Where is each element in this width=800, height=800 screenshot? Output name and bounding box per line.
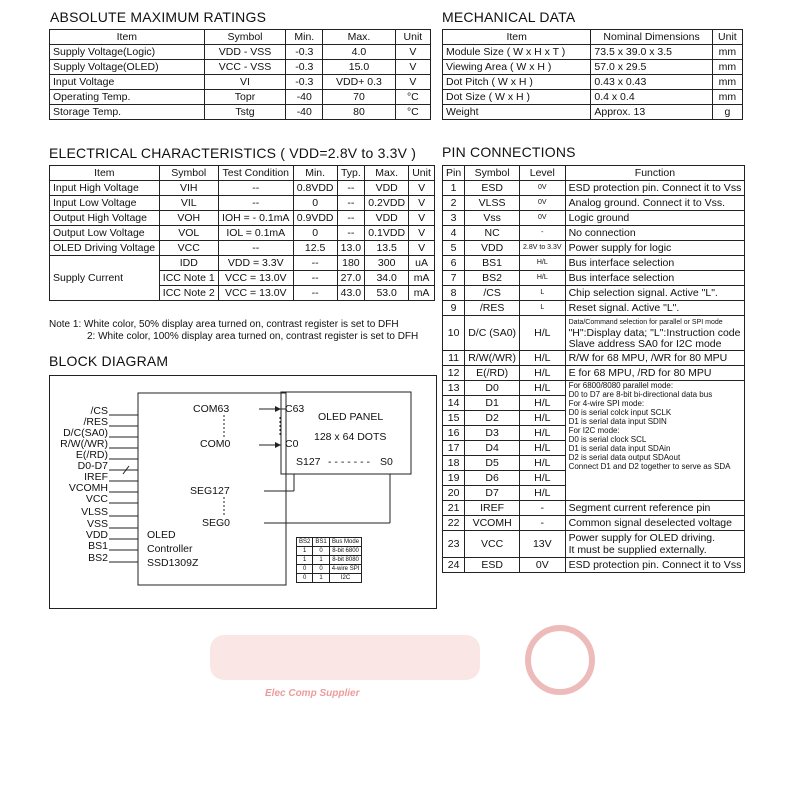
table-cell: VDD: [365, 211, 409, 226]
table-cell: 12: [443, 366, 465, 381]
table-header-row: [443, 30, 743, 45]
table-cell: ICC Note 2: [159, 286, 218, 301]
table-cell: No connection: [565, 226, 745, 241]
column-header: Symbol: [465, 166, 520, 181]
table-cell: 27.0: [337, 271, 365, 286]
table-cell: --: [337, 181, 365, 196]
table-cell: VCC: [159, 241, 218, 256]
c63-label: C63: [285, 403, 305, 415]
table-cell: H/L: [520, 256, 566, 271]
table-cell: 12.5: [293, 241, 337, 256]
table-cell: IDD: [159, 256, 218, 271]
table-cell: ESD protection pin. Connect it to Vss: [565, 558, 745, 573]
table-cell: 0V: [520, 211, 566, 226]
table-cell: BS1: [465, 256, 520, 271]
table-cell: Supply Voltage(Logic): [50, 45, 205, 60]
table-cell: OLED Driving Voltage: [50, 241, 160, 256]
signal-label: VCC: [85, 493, 108, 505]
table-row: 14 D1 H/L: [443, 396, 745, 411]
table-row: [50, 226, 435, 241]
table-cell: -: [520, 226, 566, 241]
table-row: [297, 556, 362, 565]
table-row: [443, 286, 745, 301]
table-cell: 5: [443, 241, 465, 256]
table-row: [297, 547, 362, 556]
s0-label: S0: [380, 456, 393, 468]
table-cell: mm: [712, 45, 742, 60]
table-cell: --: [293, 286, 337, 301]
bus-mode-table: [296, 537, 362, 583]
table-cell: H/L: [520, 271, 566, 286]
column-header: Function: [565, 166, 745, 181]
table-row: 18 D5 H/L: [443, 456, 745, 471]
table-cell: VI: [204, 75, 286, 90]
watermark-logo: [200, 605, 600, 715]
table-row: [50, 105, 431, 120]
table-cell: 7: [443, 271, 465, 286]
table-cell: 180: [337, 256, 365, 271]
table-row: [443, 60, 743, 75]
table-cell: -40: [286, 90, 323, 105]
table-cell: Input High Voltage: [50, 181, 160, 196]
absolute-ratings-table: [49, 29, 431, 120]
table-cell: V: [409, 211, 435, 226]
table-cell: --: [218, 241, 293, 256]
column-header: BS2: [297, 538, 313, 547]
table-row: [50, 45, 431, 60]
table-cell: Output High Voltage: [50, 211, 160, 226]
table-cell: ICC Note 1: [159, 271, 218, 286]
table-cell: Dot Size ( W x H ): [443, 90, 591, 105]
table-cell: 0.43 x 0.43: [591, 75, 712, 90]
column-header: Level: [520, 166, 566, 181]
table-cell: 0: [293, 196, 337, 211]
table-row: [443, 351, 745, 366]
table-cell: g: [712, 105, 742, 120]
table-cell: VIL: [159, 196, 218, 211]
table-cell: VDD = 3.3V: [218, 256, 293, 271]
column-header: Test Condition: [218, 166, 293, 181]
table-cell: 53.0: [365, 286, 409, 301]
table-cell: V: [409, 241, 435, 256]
seg0-label: SEG0: [202, 517, 231, 529]
table-cell: 0V: [520, 196, 566, 211]
table-cell: /RES: [465, 301, 520, 316]
table-cell: 6: [443, 256, 465, 271]
table-row: [50, 241, 435, 256]
column-header: Unit: [395, 30, 430, 45]
table-cell: 0: [313, 547, 329, 556]
column-header: Nominal Dimensions: [591, 30, 712, 45]
table-row: [297, 574, 362, 583]
table-row: [443, 105, 743, 120]
table-cell: 0V: [520, 181, 566, 196]
signal-label: IREF: [84, 471, 108, 483]
table-cell: --: [218, 181, 293, 196]
table-cell: E(/RD): [465, 366, 520, 381]
table-cell: V: [395, 60, 430, 75]
table-cell: 4.0: [323, 45, 396, 60]
table-cell: Segment current reference pin: [565, 501, 745, 516]
table-cell: 0: [293, 226, 337, 241]
table-cell: -0.3: [286, 45, 323, 60]
table-cell: 34.0: [365, 271, 409, 286]
table-cell: 22: [443, 516, 465, 531]
table-cell: Chip selection signal. Active "L".: [565, 286, 745, 301]
table-cell: V: [409, 181, 435, 196]
table-cell: 300: [365, 256, 409, 271]
table-cell: --: [337, 196, 365, 211]
table-cell: V: [395, 75, 430, 90]
column-header: Symbol: [204, 30, 286, 45]
table-cell: NC: [465, 226, 520, 241]
table-cell: 11: [443, 351, 465, 366]
table-cell: 8-bit 6800: [329, 547, 362, 556]
note-2: 2: White color, 100% display area turned on, contrast register is set to DFH: [87, 331, 419, 342]
table-cell: 1: [313, 556, 329, 565]
table-row: [443, 256, 745, 271]
table-cell: Vss: [465, 211, 520, 226]
signal-label: BS1: [88, 540, 108, 552]
table-cell: mm: [712, 60, 742, 75]
table-cell: 57.0 x 29.5: [591, 60, 712, 75]
table-row: [297, 565, 362, 574]
table-cell: Analog ground. Connect it to Vss.: [565, 196, 745, 211]
signal-label: D/C(SA0): [63, 427, 108, 439]
table-cell: I2C: [329, 574, 362, 583]
table-cell: L: [520, 301, 566, 316]
table-header-row: [443, 166, 745, 181]
table-header-row: [50, 166, 435, 181]
table-cell: VLSS: [465, 196, 520, 211]
pin-title: PIN CONNECTIONS: [442, 144, 576, 160]
table-cell: Tstg: [204, 105, 286, 120]
column-header: Bus Mode: [329, 538, 362, 547]
abs-title: ABSOLUTE MAXIMUM RATINGS: [50, 9, 267, 25]
table-cell: 24: [443, 558, 465, 573]
table-cell: H/L: [520, 366, 566, 381]
table-cell: Module Size ( W x H x T ): [443, 45, 591, 60]
table-cell: Operating Temp.: [50, 90, 205, 105]
column-header: Typ.: [337, 166, 365, 181]
table-cell: mm: [712, 75, 742, 90]
table-cell: VDD: [465, 241, 520, 256]
table-row: 13 D0 H/L For 6800/8080 parallel mode: D0 to D7 are 8-bit bi-directional data bus For 4-wire SPI mode: D0 is serial colck input SCLK D1 is serial data input SDIN For I2C mode: D0 is serial clock SCL D1 is serial data input SDAin D2 is serial data output SDAout Connect D1 and D2 together to serve as SDA: [443, 381, 745, 396]
table-row: [50, 196, 435, 211]
table-cell: 0.4 x 0.4: [591, 90, 712, 105]
table-cell: 8: [443, 286, 465, 301]
table-row: 16 D3 H/L: [443, 426, 745, 441]
table-cell: VDD: [365, 181, 409, 196]
column-header: Unit: [712, 30, 742, 45]
table-row: [443, 90, 743, 105]
data-bus-function: For 6800/8080 parallel mode: D0 to D7 are 8-bit bi-directional data bus For 4-wire SPI mode: D0 is serial colck input SCLK D1 is serial data input SDIN For I2C mode: D0 is serial clock SCL D1 is serial data input SDAin D2 is serial data output SDAout Connect D1 and D2 together to serve as SDA: [565, 381, 745, 501]
signal-label: VLSS: [81, 506, 108, 518]
table-cell: Bus interface selection: [565, 271, 745, 286]
table-cell: 15.0: [323, 60, 396, 75]
table-cell: Common signal deselected voltage: [565, 516, 745, 531]
table-cell: 3: [443, 211, 465, 226]
signal-label: E(/RD): [75, 449, 108, 461]
table-cell: --: [337, 226, 365, 241]
table-row: [443, 501, 745, 516]
table-cell: 9: [443, 301, 465, 316]
table-cell: VCC = 13.0V: [218, 271, 293, 286]
table-cell: ESD: [465, 181, 520, 196]
watermark-text: Elec Comp Supplier: [265, 688, 360, 699]
table-cell: VOL: [159, 226, 218, 241]
table-cell: 13.0: [337, 241, 365, 256]
table-cell: 0.1VDD: [365, 226, 409, 241]
c0-label: C0: [285, 438, 299, 450]
table-row: [443, 226, 745, 241]
table-cell: IREF: [465, 501, 520, 516]
block-title: BLOCK DIAGRAM: [49, 353, 169, 369]
table-row: [443, 366, 745, 381]
table-cell: Input Low Voltage: [50, 196, 160, 211]
table-cell: --: [337, 211, 365, 226]
note-1: Note 1: White color, 50% display area turned on, contrast register is set to DFH: [49, 319, 399, 330]
table-cell: ESD: [465, 558, 520, 573]
table-row: [50, 90, 431, 105]
table-cell: 0: [297, 565, 313, 574]
controller-label-3: SSD1309Z: [147, 557, 199, 569]
table-cell: Reset signal. Active "L".: [565, 301, 745, 316]
signal-label: VSS: [86, 518, 108, 530]
table-cell: R/W for 68 MPU, /WR for 80 MPU: [565, 351, 745, 366]
table-cell: 73.5 x 39.0 x 3.5: [591, 45, 712, 60]
table-cell: 2: [443, 196, 465, 211]
table-cell: VDD+ 0.3: [323, 75, 396, 90]
table-row: [443, 558, 745, 573]
column-header: Max.: [323, 30, 396, 45]
column-header: Unit: [409, 166, 435, 181]
mech-title: MECHANICAL DATA: [442, 9, 576, 25]
table-cell: 2.8V to 3.3V: [520, 241, 566, 256]
signal-label: VCOMH: [68, 482, 108, 494]
table-cell: 21: [443, 501, 465, 516]
table-cell: 8-bit 8080: [329, 556, 362, 565]
table-cell: 1: [313, 574, 329, 583]
table-cell: VOH: [159, 211, 218, 226]
column-header: Item: [50, 166, 160, 181]
signal-label: VDD: [85, 529, 108, 541]
table-cell: V: [409, 196, 435, 211]
table-row: 15 D2 H/L: [443, 411, 745, 426]
table-cell: --: [218, 196, 293, 211]
table-cell: -40: [286, 105, 323, 120]
supply-current-label: Supply Current: [50, 256, 160, 301]
table-cell: Storage Temp.: [50, 105, 205, 120]
table-cell: /CS: [465, 286, 520, 301]
table-cell: 0.8VDD: [293, 181, 337, 196]
signal-label: D0-D7: [77, 460, 108, 472]
table-cell: --: [293, 256, 337, 271]
seg127-label: SEG127: [190, 485, 230, 497]
table-row: [443, 241, 745, 256]
table-cell: 0.9VDD: [293, 211, 337, 226]
table-cell: H/L: [520, 351, 566, 366]
table-cell: 1: [443, 181, 465, 196]
table-row: [443, 301, 745, 316]
signal-label: BS2: [88, 552, 108, 564]
column-header: BS1: [313, 538, 329, 547]
table-cell: mm: [712, 90, 742, 105]
table-cell: VCOMH: [465, 516, 520, 531]
table-cell: BS2: [465, 271, 520, 286]
table-cell: IOL = 0.1mA: [218, 226, 293, 241]
column-header: Min.: [286, 30, 323, 45]
table-cell: R/W(/WR): [465, 351, 520, 366]
table-cell: 0V: [520, 558, 566, 573]
seg-dashes: - - - - - - -: [328, 456, 370, 468]
table-cell: E for 68 MPU, /RD for 80 MPU: [565, 366, 745, 381]
table-row: [443, 211, 745, 226]
table-cell: -: [520, 516, 566, 531]
table-row: [50, 60, 431, 75]
table-cell: VIH: [159, 181, 218, 196]
table-cell: IOH = - 0.1mA: [218, 211, 293, 226]
table-row: [443, 181, 745, 196]
electrical-table: [49, 165, 435, 301]
table-header-row: [50, 30, 431, 45]
table-cell: 4: [443, 226, 465, 241]
table-cell: VCC - VSS: [204, 60, 286, 75]
pin-table: [442, 165, 745, 573]
table-cell: L: [520, 286, 566, 301]
table-cell: Bus interface selection: [565, 256, 745, 271]
table-row: 19 D6 H/L: [443, 471, 745, 486]
table-row: [443, 75, 743, 90]
table-cell: Power supply for logic: [565, 241, 745, 256]
table-row: 23 VCC 13V Power supply for OLED driving. It must be supplied externally.: [443, 531, 745, 558]
table-cell: Supply Voltage(OLED): [50, 60, 205, 75]
table-cell: V: [395, 45, 430, 60]
table-row: [443, 196, 745, 211]
column-header: Symbol: [159, 166, 218, 181]
table-cell: ESD protection pin. Connect it to Vss: [565, 181, 745, 196]
column-header: Item: [50, 30, 205, 45]
table-cell: Viewing Area ( W x H ): [443, 60, 591, 75]
table-cell: 13.5: [365, 241, 409, 256]
table-cell: --: [293, 271, 337, 286]
column-header: Max.: [365, 166, 409, 181]
table-row: [50, 256, 435, 271]
table-row: [443, 45, 743, 60]
table-header-row: [297, 538, 362, 547]
table-cell: mA: [409, 271, 435, 286]
table-cell: 0: [313, 565, 329, 574]
column-header: Item: [443, 30, 591, 45]
table-row: 20 D7 H/L: [443, 486, 745, 501]
table-cell: -0.3: [286, 75, 323, 90]
table-cell: °C: [395, 90, 430, 105]
table-cell: 0: [297, 574, 313, 583]
table-row: [443, 516, 745, 531]
table-cell: °C: [395, 105, 430, 120]
table-cell: 43.0: [337, 286, 365, 301]
table-cell: Input Voltage: [50, 75, 205, 90]
table-cell: 4-wire SPI: [329, 565, 362, 574]
signal-label: /RES: [83, 416, 108, 428]
table-cell: 70: [323, 90, 396, 105]
table-row: 10 D/C (SA0) H/L Data/Command selection for parallel or SPI mode "H":Display data; "L":Instruction code Slave address SA0 for I2C mode: [443, 316, 745, 351]
controller-label-1: OLED: [147, 529, 176, 541]
table-row: [50, 75, 431, 90]
com0-label: COM0: [200, 438, 231, 450]
table-cell: VDD - VSS: [204, 45, 286, 60]
table-cell: 80: [323, 105, 396, 120]
signal-label: /CS: [90, 405, 108, 417]
table-cell: Logic ground: [565, 211, 745, 226]
table-cell: Weight: [443, 105, 591, 120]
com63-label: COM63: [193, 403, 230, 415]
column-header: Pin: [443, 166, 465, 181]
table-row: [443, 271, 745, 286]
table-cell: Dot Pitch ( W x H ): [443, 75, 591, 90]
table-cell: uA: [409, 256, 435, 271]
panel-dots-label: 128 x 64 DOTS: [314, 431, 387, 443]
table-cell: -: [520, 501, 566, 516]
column-header: Min.: [293, 166, 337, 181]
table-cell: Topr: [204, 90, 286, 105]
table-row: [50, 211, 435, 226]
table-cell: Approx. 13: [591, 105, 712, 120]
s127-label: S127: [296, 456, 321, 468]
table-row: [50, 181, 435, 196]
signal-label: R/W(/WR): [60, 438, 108, 450]
table-row: 17 D4 H/L: [443, 441, 745, 456]
table-cell: -0.3: [286, 60, 323, 75]
elec-title: ELECTRICAL CHARACTERISTICS ( VDD=2.8V to 3.3V ): [49, 145, 417, 161]
table-cell: Output Low Voltage: [50, 226, 160, 241]
table-cell: mA: [409, 286, 435, 301]
table-cell: 0.2VDD: [365, 196, 409, 211]
table-cell: V: [409, 226, 435, 241]
table-cell: VCC = 13.0V: [218, 286, 293, 301]
table-cell: 1: [297, 556, 313, 565]
mechanical-data-table: [442, 29, 743, 120]
controller-label-2: Controller: [147, 543, 193, 555]
table-cell: 1: [297, 547, 313, 556]
panel-label: OLED PANEL: [318, 411, 384, 423]
